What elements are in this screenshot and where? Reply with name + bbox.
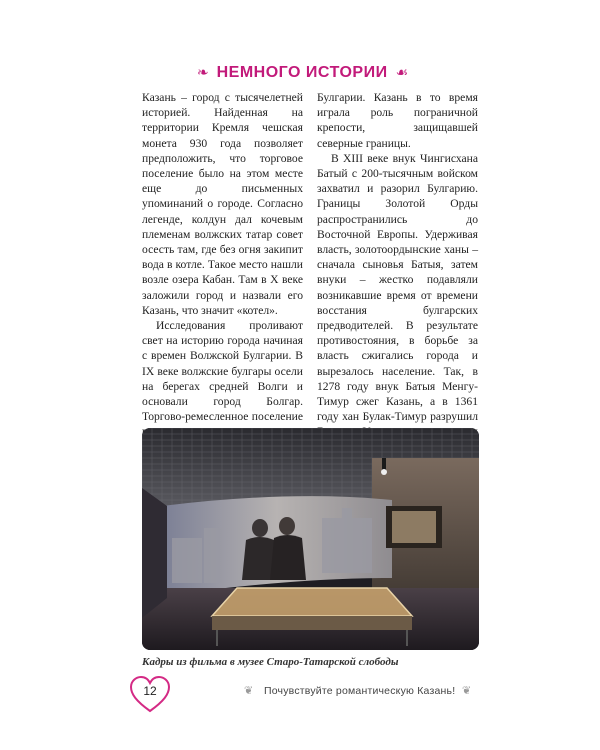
museum-photo [142,428,479,650]
footer-left-ornament-icon: ❦ [244,684,254,697]
right-column [317,90,478,424]
footer-right-ornament-icon: ❦ [462,684,472,697]
running-title: Почувствуйте романтическую Казань! [264,685,456,697]
page-number: 12 [143,684,157,698]
text-columns [142,90,479,424]
right-flourish-icon: ☙ [395,65,409,81]
section-title: НЕМНОГО ИСТОРИИ [216,64,388,81]
left-flourish-icon: ❧ [196,65,209,81]
paragraph: Казань – город с тысячелетней историей. Найденная на территории Кремля чешская монета 930 года позволяет предположить, что торговое поселение было на этом месте еще до письменных упоминаний о городе. Согласно легенде, колдун дал кочевым племенам волжских татар совет осесть там, где без огня закипит вода в котле. Такое место нашли возле озера Кабан. Там в X веке заложили город и назвали его Казань, что значит «котел». [142,91,303,317]
paragraph: В XIII веке внук Чингисхана Батый с 200-тысячным войском захватил и разорил Булгарию. Границы Золотой Орды распространились до Восточной Европы. Удерживая власть, золотоордынские ханы – сначала сыновья Батыя, затем внуки – жестко подавляли возникавшие время от времени восстания булгарских предводителей. В результате противостояния, в борьбе за власть сжигались города и вырезалось население. Так, в 1278 году внук Батыя Менгу-Тимур сжег Казань, а в 1361 году хан Булак-Тимур разрушил [317,151,478,424]
museum-photo-illustration [142,428,479,650]
section-header [190,60,415,86]
photo-caption: Кадры из фильма в музее Старо-Татарской слободы [142,656,399,668]
left-column [142,90,303,424]
paragraph: Булгарии. Казань в то время играла роль пограничной крепости, защищавшей северные границы. [317,91,478,150]
paragraph: Исследования проливают свет на историю города начиная с времен Волжской Булгарии. В IX веке волжские булгары осели на берегах средней Волги и основали город Болгар. Торгово-ремесленное поселение [142,319,303,424]
